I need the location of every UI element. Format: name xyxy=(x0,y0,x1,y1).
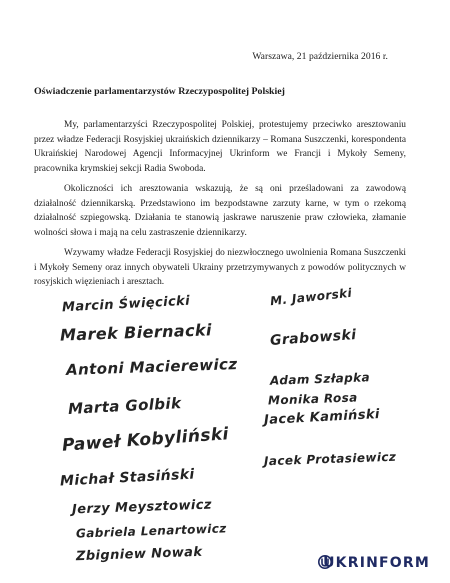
signature: Adam Szłapka xyxy=(269,370,371,388)
date-line: Warszawa, 21 października 2016 r. xyxy=(252,51,388,62)
statement-body xyxy=(34,118,406,296)
signature: Grabowski xyxy=(269,327,357,349)
signature: Michał Stasiński xyxy=(59,466,196,490)
statement-title: Oświadczenie parlamentarzystów Rzeczypospolitej Polskiej xyxy=(34,86,285,97)
paragraph-circumstances: Okoliczności ich aresztowania wskazują, że są oni prześladowani za zawodową działalność dziennikarską. Przedstawiono im bezpodstawne zarzuty karne, w tym o rzekomą działalność szpiegowską. Działania te stanowią jaskrawe naruszenie praw człowieka, złamanie wolności słowa i mają na celu zastraszenie dziennikarzy. xyxy=(34,184,406,238)
signature: Monika Rosa xyxy=(267,390,358,408)
ukrinform-watermark: UKRINFORM xyxy=(323,555,430,571)
signature: Gabriela Lenartowicz xyxy=(75,521,227,541)
signature: Zbigniew Nowak xyxy=(75,544,203,565)
signature: Marta Golbik xyxy=(67,394,182,418)
paragraph-protest: My, parlamentarzyści Rzeczypospolitej Polskiej, protestujemy przeciwko aresztowaniu przez władze Federacji Rosyjskiej ukraińskich dziennikarzy – Romana Suszczenki, korespondenta Ukraińskiej Narodowej Agencji Informacyjnej Ukrinform we Francji i Mykoły Semeny, pracownika krymskiej sekcji Radia Swoboda. xyxy=(34,120,406,174)
signature: Marek Biernacki xyxy=(59,320,213,345)
signature: M. Jaworski xyxy=(269,285,353,309)
paragraph-appeal: Wzywamy władze Federacji Rosyjskiej do niezwłocznego uwolnienia Romana Suszczenki i Mykoły Semeny oraz innych obywateli Ukrainy przetrzymywanych z powodów politycznych w rosyjskich więzieniach i aresztach. xyxy=(34,248,406,287)
signature: Jacek Protasiewicz xyxy=(263,449,397,469)
signature: Jerzy Meysztowicz xyxy=(71,497,213,518)
signature: Paweł Kobyliński xyxy=(61,424,230,456)
signature: Antoni Macierewicz xyxy=(65,355,238,379)
signature: Jacek Kamiński xyxy=(263,406,381,429)
signature: Marcin Święcicki xyxy=(61,293,191,316)
